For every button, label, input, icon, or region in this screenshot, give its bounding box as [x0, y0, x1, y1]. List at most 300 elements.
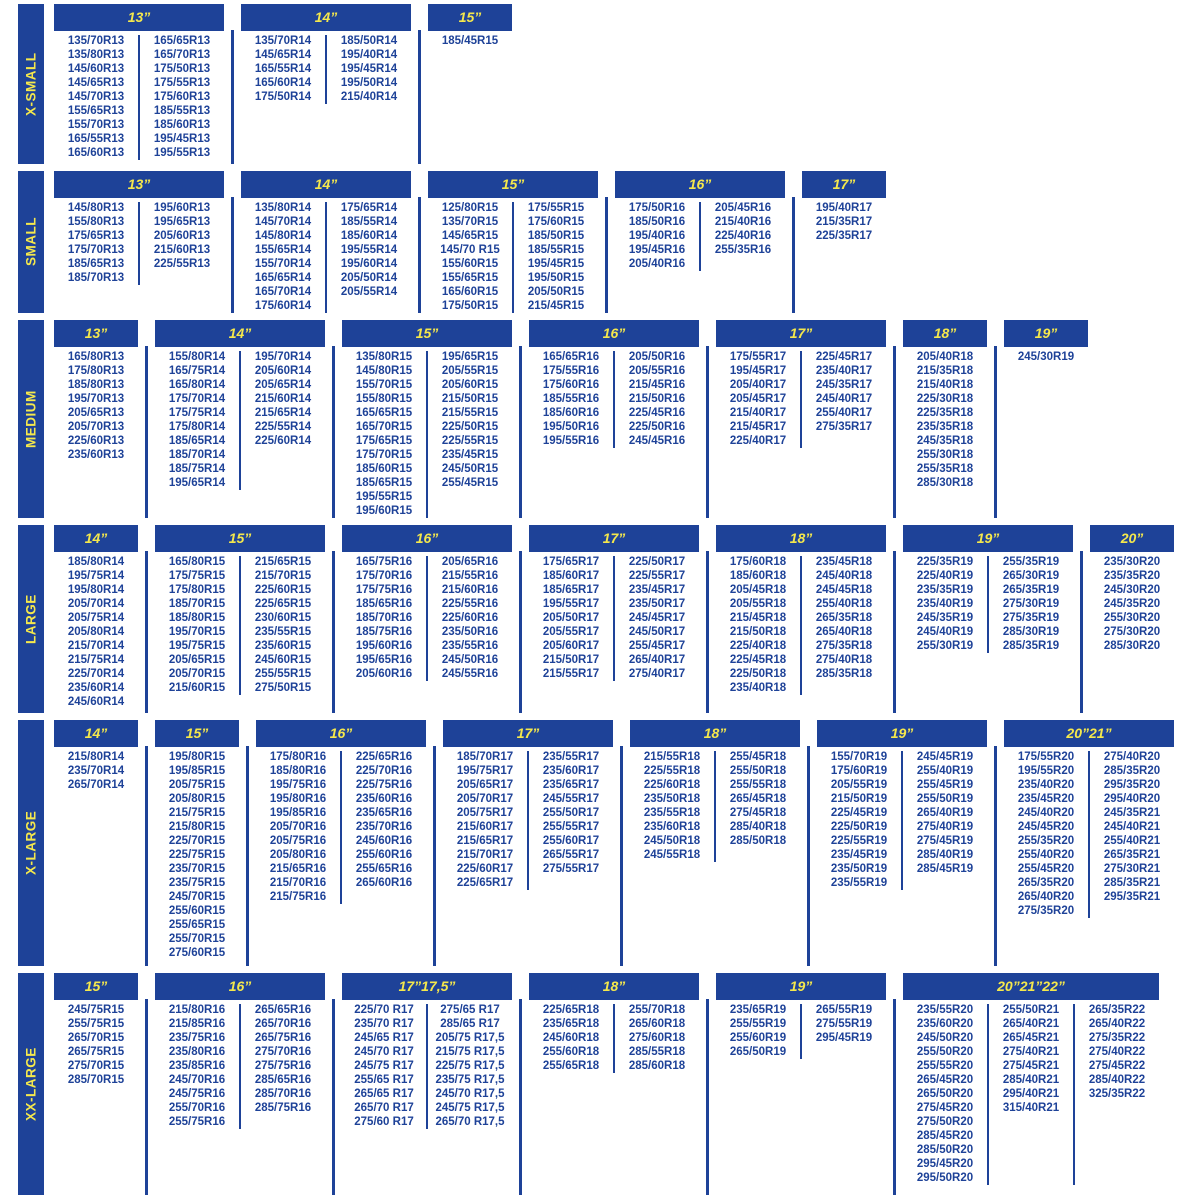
- category-label: XX-LARGE: [18, 973, 44, 1195]
- tire-size: 225/50R15: [441, 421, 499, 433]
- diameter-group: [903, 973, 1159, 1185]
- diameter-group: [54, 973, 138, 1087]
- tire-size: 255/35R18: [916, 463, 974, 475]
- tire-size: 265/35R20: [1017, 877, 1075, 889]
- tire-size: 175/50R13: [153, 63, 211, 75]
- tire-size: 275/75R16: [254, 1060, 312, 1072]
- tire-size-column: [241, 201, 325, 313]
- tire-size-columns: [630, 750, 800, 862]
- tire-size: 275/65 R17: [440, 1004, 500, 1016]
- tire-size: 145/60R13: [67, 63, 125, 75]
- group-divider: [246, 746, 249, 966]
- tire-size: 195/65R16: [355, 654, 413, 666]
- tire-size: 195/55R16: [542, 435, 600, 447]
- tire-size: 165/75R16: [355, 556, 413, 568]
- diameter-header: 18”: [903, 320, 987, 347]
- tire-size: 255/60R15: [168, 905, 226, 917]
- tire-size: 195/60R14: [340, 258, 398, 270]
- tire-size: 225/50R17: [628, 556, 686, 568]
- tire-size: 235/60R15: [254, 640, 312, 652]
- diameter-group: [241, 171, 411, 313]
- tire-size: 235/60R13: [67, 449, 125, 461]
- tire-size-columns: [903, 1003, 1159, 1185]
- tire-size: 155/70R19: [830, 751, 888, 763]
- tire-size: 235/85R16: [168, 1060, 226, 1072]
- tire-size: 245/35R21: [1103, 807, 1161, 819]
- tire-size: 255/65 R17: [354, 1074, 414, 1086]
- tire-size: 235/50R17: [628, 598, 686, 610]
- tire-size: 255/60R17: [542, 835, 600, 847]
- tire-size: 195/85R15: [168, 765, 226, 777]
- tire-size: 235/70R14: [67, 765, 125, 777]
- tire-size: 205/75R16: [269, 835, 327, 847]
- tire-size: 225/50R18: [729, 668, 787, 680]
- tire-size: 275/55R19: [815, 1018, 873, 1030]
- tire-size: 265/75R16: [254, 1032, 312, 1044]
- tire-size: 215/50R16: [628, 393, 686, 405]
- tire-size: 255/55R20: [916, 1060, 974, 1072]
- tire-size: 235/50R19: [830, 863, 888, 875]
- group-divider: [1080, 551, 1083, 713]
- diameter-groups: [54, 4, 1179, 164]
- size-category-section: [18, 4, 1179, 164]
- tire-size: 295/35R20: [1103, 779, 1161, 791]
- tire-size: 205/70R15: [168, 668, 226, 680]
- tire-size: 215/50R18: [729, 626, 787, 638]
- tire-size: 175/80R13: [67, 365, 125, 377]
- tire-size: 195/50R14: [340, 77, 398, 89]
- tire-size: 175/65R14: [340, 202, 398, 214]
- tire-size: 205/65R16: [441, 556, 499, 568]
- tire-size: 245/45R19: [916, 751, 974, 763]
- tire-size: 205/55R15: [441, 365, 499, 377]
- tire-size: 185/65R14: [168, 435, 226, 447]
- diameter-header: 15”: [428, 4, 512, 31]
- tire-size: 245/45R16: [628, 435, 686, 447]
- tire-size: 245/55R18: [643, 849, 701, 861]
- tire-size: 245/50R16: [441, 654, 499, 666]
- tire-size: 225/55R13: [153, 258, 211, 270]
- tire-size: 255/35R20: [1017, 835, 1075, 847]
- diameter-header: 18”: [630, 720, 800, 747]
- tire-size: 215/55R17: [542, 668, 600, 680]
- tire-size: 225/55R17: [628, 570, 686, 582]
- tire-size: 265/35R21: [1103, 849, 1161, 861]
- tire-size: 175/65R13: [67, 230, 125, 242]
- tire-size: 255/40R17: [815, 407, 873, 419]
- tire-size: 215/50R19: [830, 793, 888, 805]
- size-category-section: [18, 320, 1179, 518]
- tire-size: 195/65R15: [441, 351, 499, 363]
- tire-size: 215/40R17: [729, 407, 787, 419]
- group-divider: [231, 197, 234, 313]
- tire-size: 235/55R17: [542, 751, 600, 763]
- tire-size: 215/75R14: [67, 654, 125, 666]
- tire-size: 255/45R19: [916, 779, 974, 791]
- diameter-group: [342, 320, 512, 518]
- tire-size: 265/35R22: [1088, 1004, 1146, 1016]
- tire-size-column: [529, 555, 613, 681]
- tire-size: 185/80R14: [67, 556, 125, 568]
- tire-size: 205/45R16: [714, 202, 772, 214]
- tire-size: 275/40R19: [916, 821, 974, 833]
- group-divider: [807, 746, 810, 966]
- tire-size: 175/75R15: [168, 570, 226, 582]
- tire-size: 265/40R21: [1002, 1018, 1060, 1030]
- tire-size: 185/60R14: [340, 230, 398, 242]
- tire-size-columns: [256, 750, 426, 904]
- tire-size-column: [989, 555, 1073, 653]
- group-divider: [332, 999, 335, 1195]
- group-divider: [605, 197, 608, 313]
- tire-size: 175/50R16: [628, 202, 686, 214]
- tire-size-column: [342, 350, 426, 518]
- diameter-header: 13”: [54, 4, 224, 31]
- tire-size: 145/65R14: [254, 49, 312, 61]
- tire-size: 145/80R13: [67, 202, 125, 214]
- tire-size: 195/40R14: [340, 49, 398, 61]
- tire-size: 265/70R15: [67, 1032, 125, 1044]
- diameter-header: 13”: [54, 320, 138, 347]
- tire-size-column: [54, 34, 138, 160]
- tire-size-columns: [443, 750, 613, 890]
- tire-size: 255/45R15: [441, 477, 499, 489]
- tire-size-column: [327, 201, 411, 313]
- tire-size: 285/35R19: [1002, 640, 1060, 652]
- group-divider: [893, 999, 896, 1195]
- tire-size: 175/50R14: [254, 91, 312, 103]
- tire-size: 185/50R14: [340, 35, 398, 47]
- tire-size: 285/30R19: [1002, 626, 1060, 638]
- diameter-group: [615, 171, 785, 271]
- tire-size-columns: [241, 34, 411, 104]
- tire-size: 285/30R18: [916, 477, 974, 489]
- group-divider: [145, 551, 148, 713]
- tire-size-column: [1090, 555, 1174, 653]
- tire-size: 215/35R18: [916, 365, 974, 377]
- tire-size-column: [428, 34, 512, 48]
- tire-size-column: [903, 1003, 987, 1185]
- tire-size: 165/80R15: [168, 556, 226, 568]
- tire-size: 195/55R15: [355, 491, 413, 503]
- tire-size: 205/55R19: [830, 779, 888, 791]
- tire-size: 215/75R16: [269, 891, 327, 903]
- tire-size: 225/75R15: [168, 849, 226, 861]
- tire-size: 215/80R16: [168, 1004, 226, 1016]
- tire-size: 245/50R18: [643, 835, 701, 847]
- tire-size: 275/45R20: [916, 1102, 974, 1114]
- size-category-section: [18, 973, 1179, 1195]
- tire-size: 255/75R16: [168, 1116, 226, 1128]
- tire-size: 275/45R22: [1088, 1060, 1146, 1072]
- tire-size: 215/40R16: [714, 216, 772, 228]
- tire-size: 245/60R15: [254, 654, 312, 666]
- tire-size: 215/70R14: [67, 640, 125, 652]
- tire-size: 195/40R16: [628, 230, 686, 242]
- tire-size: 235/75R15: [168, 877, 226, 889]
- tire-size: 245/35R17: [815, 379, 873, 391]
- diameter-group: [155, 320, 325, 490]
- tire-size: 225/50R16: [628, 421, 686, 433]
- tire-size: 255/30R18: [916, 449, 974, 461]
- tire-size: 235/65R18: [542, 1018, 600, 1030]
- diameter-group: [716, 525, 886, 695]
- tire-size: 245/75 R17,5: [435, 1102, 505, 1114]
- tire-size: 195/40R17: [815, 202, 873, 214]
- group-divider: [231, 30, 234, 164]
- tire-size: 225/60R15: [254, 584, 312, 596]
- tire-size: 145/80R14: [254, 230, 312, 242]
- diameter-header: 13”: [54, 171, 224, 198]
- tire-size: 215/70R16: [269, 877, 327, 889]
- tire-size: 215/50R17: [542, 654, 600, 666]
- tire-size: 165/60R14: [254, 77, 312, 89]
- tire-size: 285/45R19: [916, 863, 974, 875]
- tire-size-column: [615, 555, 699, 681]
- tire-size: 215/70R17: [456, 849, 514, 861]
- tire-size: 255/55R17: [542, 821, 600, 833]
- tire-size: 225/65R17: [456, 877, 514, 889]
- group-divider: [145, 346, 148, 518]
- diameter-header: 18”: [716, 525, 886, 552]
- tire-size: 205/50R14: [340, 272, 398, 284]
- tire-size: 225/75R16: [355, 779, 413, 791]
- tire-size: 225/55R18: [643, 765, 701, 777]
- tire-size-column: [615, 201, 699, 271]
- tire-size-column: [428, 201, 512, 313]
- tire-size: 145/70R14: [254, 216, 312, 228]
- group-divider: [706, 999, 709, 1195]
- tire-size: 215/80R15: [168, 821, 226, 833]
- tire-size: 245/50R15: [441, 463, 499, 475]
- tire-size: 185/70R17: [456, 751, 514, 763]
- tire-size: 185/65R16: [355, 598, 413, 610]
- tire-size: 185/55R15: [527, 244, 585, 256]
- diameter-group: [428, 4, 512, 48]
- diameter-header: 14”: [241, 4, 411, 31]
- tire-size-columns: [155, 350, 325, 490]
- tire-size: 135/80R13: [67, 49, 125, 61]
- tire-size: 205/65R14: [254, 379, 312, 391]
- tire-size: 225/35R18: [916, 407, 974, 419]
- tire-size: 165/75R14: [168, 365, 226, 377]
- tire-size: 235/35R19: [916, 584, 974, 596]
- tire-size: 195/45R13: [153, 133, 211, 145]
- tire-size: 255/60R19: [729, 1032, 787, 1044]
- tire-size: 175/80R14: [168, 421, 226, 433]
- tire-size: 245/75 R17: [354, 1060, 414, 1072]
- tire-size: 265/35R19: [1002, 584, 1060, 596]
- tire-size: 275/40R17: [628, 668, 686, 680]
- tire-size: 235/50R18: [643, 793, 701, 805]
- tire-size: 225/55R15: [441, 435, 499, 447]
- tire-size: 165/70R14: [254, 286, 312, 298]
- tire-size: 195/75R14: [67, 570, 125, 582]
- tire-size: 235/55R16: [441, 640, 499, 652]
- tire-size-columns: [716, 555, 886, 695]
- tire-size: 275/70R15: [67, 1060, 125, 1072]
- tire-size: 215/45R18: [729, 612, 787, 624]
- tire-size-column: [615, 1003, 699, 1073]
- tire-size: 295/45R20: [916, 1158, 974, 1170]
- tire-size: 245/55R17: [542, 793, 600, 805]
- tire-size: 245/30R19: [1017, 351, 1075, 363]
- tire-size: 265/65 R17: [354, 1088, 414, 1100]
- diameter-group: [529, 525, 699, 681]
- tire-size: 255/70R18: [628, 1004, 686, 1016]
- tire-size: 195/45R14: [340, 63, 398, 75]
- tire-size: 255/40R18: [815, 598, 873, 610]
- tire-size: 245/35R20: [1103, 598, 1161, 610]
- tire-size-column: [155, 1003, 239, 1129]
- tire-size: 185/70R14: [168, 449, 226, 461]
- tire-size: 205/50R15: [527, 286, 585, 298]
- diameter-group: [529, 973, 699, 1073]
- tire-size: 165/65R13: [153, 35, 211, 47]
- tire-size: 205/40R18: [916, 351, 974, 363]
- diameter-group: [155, 720, 239, 960]
- tire-size: 235/40R17: [815, 365, 873, 377]
- tire-size: 165/60R13: [67, 147, 125, 159]
- tire-size-column: [241, 555, 325, 695]
- tire-size: 285/65 R17: [440, 1018, 500, 1030]
- tire-size: 215/55R15: [441, 407, 499, 419]
- diameter-header: 14”: [54, 720, 138, 747]
- tire-size: 215/85R16: [168, 1018, 226, 1030]
- tire-size: 295/40R20: [1103, 793, 1161, 805]
- tire-size: 245/75R15: [67, 1004, 125, 1016]
- tire-size: 175/60R15: [527, 216, 585, 228]
- group-divider: [706, 551, 709, 713]
- tire-size: 215/65R16: [269, 863, 327, 875]
- tire-size: 205/70R16: [269, 821, 327, 833]
- tire-size: 255/30R19: [916, 640, 974, 652]
- tire-size: 255/35R16: [714, 244, 772, 256]
- tire-size: 235/45R18: [815, 556, 873, 568]
- tire-size: 275/40R21: [1002, 1046, 1060, 1058]
- tire-size: 205/70R17: [456, 793, 514, 805]
- tire-size: 215/45R16: [628, 379, 686, 391]
- tire-size-column: [802, 1003, 886, 1059]
- tire-size: 225/70R16: [355, 765, 413, 777]
- diameter-header: 20”21”22”: [903, 973, 1159, 1000]
- category-label: LARGE: [18, 525, 44, 713]
- tire-size: 215/60R16: [441, 584, 499, 596]
- tire-size: 165/65R15: [355, 407, 413, 419]
- tire-size: 195/55R20: [1017, 765, 1075, 777]
- tire-size: 255/45R18: [729, 751, 787, 763]
- tire-size: 225/75 R17,5: [435, 1060, 505, 1072]
- tire-size-columns: [1090, 555, 1174, 653]
- diameter-group: [716, 320, 886, 448]
- tire-size: 265/40R18: [815, 626, 873, 638]
- tire-size: 195/70R13: [67, 393, 125, 405]
- tire-size: 225/65R18: [542, 1004, 600, 1016]
- tire-size: 195/45R16: [628, 244, 686, 256]
- tire-size: 205/65R13: [67, 407, 125, 419]
- tire-size: 275/30R19: [1002, 598, 1060, 610]
- tire-size: 255/40R20: [1017, 849, 1075, 861]
- tire-size: 275/30R21: [1103, 863, 1161, 875]
- tire-size: 205/55R14: [340, 286, 398, 298]
- diameter-group: [54, 720, 138, 792]
- tire-size: 265/30R19: [1002, 570, 1060, 582]
- diameter-group: [54, 171, 224, 285]
- tire-size: 265/45R21: [1002, 1032, 1060, 1044]
- tire-size: 255/55R18: [729, 779, 787, 791]
- tire-size-columns: [54, 555, 138, 709]
- tire-size: 175/70R14: [168, 393, 226, 405]
- tire-size-column: [54, 555, 138, 709]
- tire-size: 195/45R17: [729, 365, 787, 377]
- tire-size: 225/35R17: [815, 230, 873, 242]
- tire-size: 225/55R19: [830, 835, 888, 847]
- tire-size-column: [802, 201, 886, 243]
- tire-size-column: [989, 1003, 1073, 1185]
- tire-size: 185/70R16: [355, 612, 413, 624]
- tire-size: 205/45R17: [729, 393, 787, 405]
- tire-size-column: [615, 350, 699, 448]
- diameter-group: [903, 525, 1073, 653]
- tire-size-chart: [18, 4, 1179, 1195]
- tire-size: 255/60R18: [542, 1046, 600, 1058]
- tire-size-columns: [155, 555, 325, 695]
- tire-size-column: [802, 555, 886, 695]
- tire-size: 245/40R17: [815, 393, 873, 405]
- tire-size: 155/60R15: [441, 258, 499, 270]
- tire-size: 205/55R17: [542, 626, 600, 638]
- tire-size: 225/60R18: [643, 779, 701, 791]
- tire-size: 235/35R20: [1103, 570, 1161, 582]
- tire-size: 225/60R14: [254, 435, 312, 447]
- tire-size: 225/65R15: [254, 598, 312, 610]
- diameter-group: [241, 4, 411, 104]
- tire-size: 175/70R15: [355, 449, 413, 461]
- tire-size: 195/60R13: [153, 202, 211, 214]
- tire-size: 275/35R20: [1017, 905, 1075, 917]
- tire-size: 155/65R14: [254, 244, 312, 256]
- tire-size-columns: [54, 750, 138, 792]
- tire-size: 225/55R16: [441, 598, 499, 610]
- tire-size-columns: [342, 555, 512, 681]
- tire-size-column: [1004, 350, 1088, 364]
- tire-size: 175/80R16: [269, 751, 327, 763]
- tire-size: 155/70R14: [254, 258, 312, 270]
- tire-size: 175/60R16: [542, 379, 600, 391]
- diameter-header: 15”: [155, 720, 239, 747]
- group-divider: [893, 346, 896, 518]
- tire-size: 235/45R15: [441, 449, 499, 461]
- diameter-header: 17”: [716, 320, 886, 347]
- tire-size: 265/65R16: [254, 1004, 312, 1016]
- tire-size-column: [716, 555, 800, 695]
- tire-size: 225/45R19: [830, 807, 888, 819]
- tire-size-column: [54, 350, 138, 462]
- tire-size: 225/45R18: [729, 654, 787, 666]
- tire-size: 325/35R22: [1088, 1088, 1146, 1100]
- tire-size: 155/70R15: [355, 379, 413, 391]
- tire-size: 255/40R19: [916, 765, 974, 777]
- tire-size: 185/60R16: [542, 407, 600, 419]
- tire-size: 185/80R15: [168, 612, 226, 624]
- tire-size: 275/50R15: [254, 682, 312, 694]
- tire-size: 275/45R19: [916, 835, 974, 847]
- tire-size: 205/75R17: [456, 807, 514, 819]
- tire-size: 265/45R20: [916, 1074, 974, 1086]
- tire-size: 205/80R16: [269, 849, 327, 861]
- tire-size: 245/50R20: [916, 1032, 974, 1044]
- diameter-header: 14”: [241, 171, 411, 198]
